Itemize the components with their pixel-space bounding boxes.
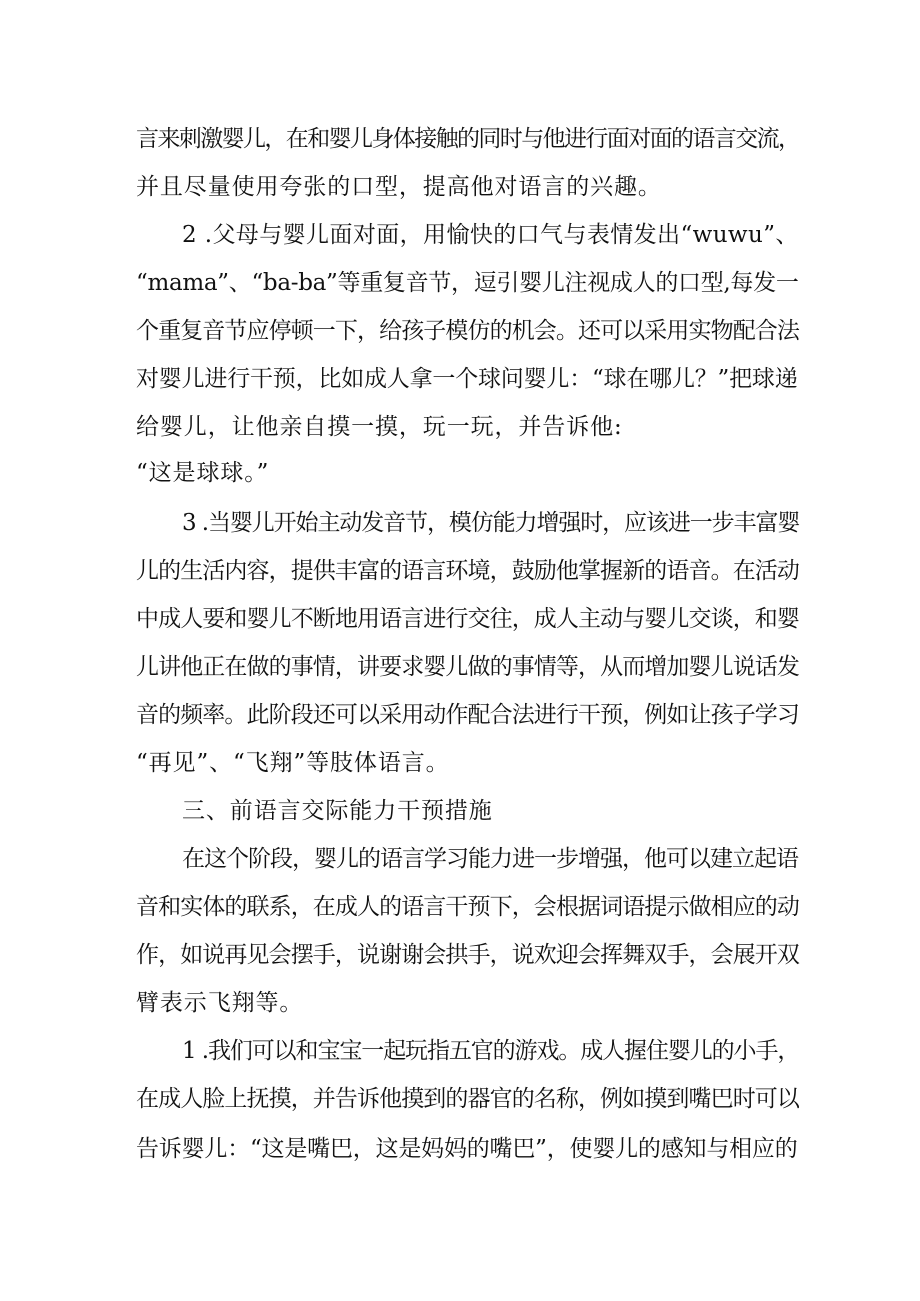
text-line: 言来刺激婴儿，在和婴儿身体接触的同时与他进行面对面的语言交流， <box>136 126 800 152</box>
text-line: 中成人要和婴儿不断地用语言进行交往，成人主动与婴儿交谈，和婴 <box>136 606 800 632</box>
text-line: 儿讲他正在做的事情，讲要求婴儿做的事情等，从而增加婴儿说话发 <box>136 654 800 680</box>
text-line: 臂表示飞翔等。 <box>136 990 304 1016</box>
text-line: 个重复音节应停顿一下，给孩子模仿的机会。还可以采用实物配合法 <box>136 318 800 344</box>
text-line: 音和实体的联系，在成人的语言干预下，会根据词语提示做相应的动 <box>136 894 800 920</box>
text-line: 1 .我们可以和宝宝一起玩指五官的游戏。成人握住婴儿的小手， <box>182 1038 800 1064</box>
section-heading: 三、前语言交际能力干预措施 <box>182 798 493 824</box>
text-line: 3 .当婴儿开始主动发音节，模仿能力增强时，应该进一步丰富婴 <box>182 510 800 536</box>
text-line: 儿的生活内容，提供丰富的语言环境，鼓励他掌握新的语音。在活动 <box>136 558 800 584</box>
text-line: “这是球球。” <box>136 460 270 486</box>
text-line: 在成人脸上抚摸，并告诉他摸到的器官的名称，例如摸到嘴巴时可以 <box>136 1086 800 1112</box>
text-line: 对婴儿进行干预，比如成人拿一个球问婴儿：“球在哪儿？”把球递 <box>136 366 798 392</box>
text-line: 2 .父母与婴儿面对面，用愉快的口气与表情发出“wuwu”、 <box>182 222 799 248</box>
text-line: 在这个阶段，婴儿的语言学习能力进一步增强，他可以建立起语 <box>182 846 798 872</box>
text-line: 作，如说再见会摆手，说谢谢会拱手，说欢迎会挥舞双手，会展开双 <box>136 942 800 968</box>
text-line: 给婴儿，让他亲自摸一摸，玩一玩，并告诉他: <box>136 414 623 440</box>
text-line: “mama”、“ba-ba”等重复音节，逗引婴儿注视成人的口型,每发一 <box>136 270 799 296</box>
text-line: 告诉婴儿：“这是嘴巴，这是妈妈的嘴巴”，使婴儿的感知与相应的 <box>136 1136 798 1162</box>
text-line: 音的频率。此阶段还可以采用动作配合法进行干预，例如让孩子学习 <box>136 702 800 728</box>
text-line: 并且尽量使用夸张的口型，提高他对语言的兴趣。 <box>136 174 662 200</box>
text-line: “再见”、“飞翔”等肢体语言。 <box>136 750 450 776</box>
